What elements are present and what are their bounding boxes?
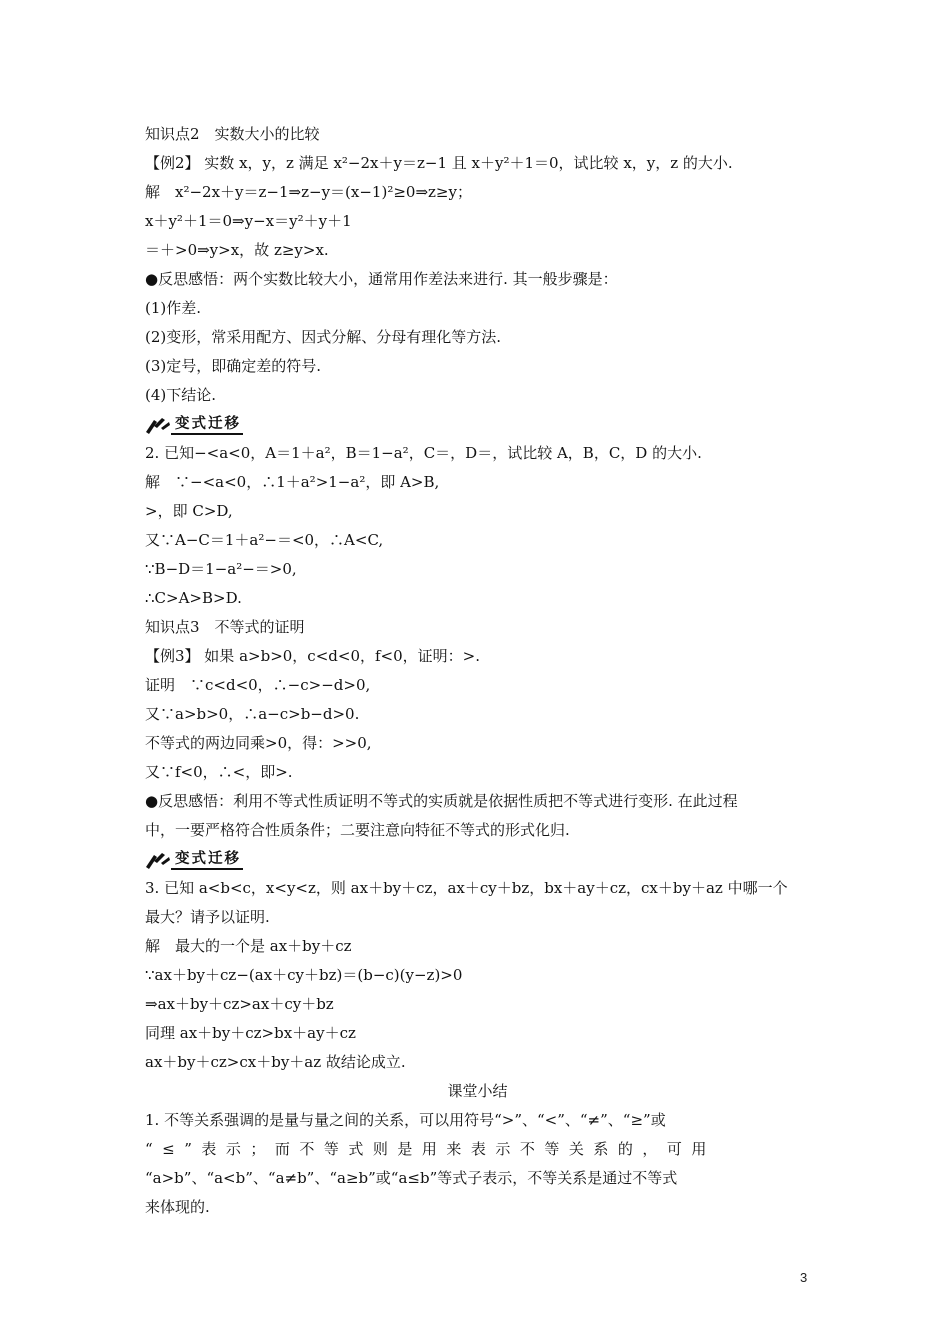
variant-3-solution-line: 解 最大的一个是 ax＋by＋cz xyxy=(145,937,352,955)
page-content xyxy=(145,120,810,1222)
reflection-2-line: ●反思感悟：利用不等式性质证明不等式的实质就是依据性质把不等式进行变形. 在此过程 xyxy=(145,792,738,810)
variant-3-question: 3. 已知 a<b<c，x<y<z，则 ax＋by＋cz，ax＋cy＋bz，bx＋ay＋cz，cx＋by＋az 中哪一个 xyxy=(145,879,788,897)
reflection-2-line: 中，一要严格符合性质条件；二要注意向特征不等式的形式化归. xyxy=(145,821,570,839)
example-2-solution-line: 解 x²−2x＋y＝z−1⇒z−y＝(x−1)²≥0⇒z≥y； xyxy=(145,183,472,201)
variant-2-solution-line: ∵B−D＝1−a²−＝>0, xyxy=(145,560,297,578)
summary-line: “≤”表示；而不等式则是用来表示不等关系的，可用 xyxy=(145,1140,716,1158)
summary-line: “a>b”、“a<b”、“a≠b”、“a≥b”或“a≤b”等式子表示，不等关系是通过不等式 xyxy=(145,1169,678,1187)
pencil-arrow-icon xyxy=(145,416,171,434)
example-3-proof-line: 又∵f<0，∴<，即>. xyxy=(145,763,293,781)
reflection-1-heading: ●反思感悟：两个实数比较大小，通常用作差法来进行. 其一般步骤是： xyxy=(145,270,618,288)
reflection-1-step: (2)变形，常采用配方、因式分解、分母有理化等方法. xyxy=(145,328,502,346)
pencil-arrow-icon xyxy=(145,851,171,869)
variant-badge-2 xyxy=(145,845,810,874)
example-3-question: 【例3】 如果 a>b>0，c<d<0，f<0，证明：>. xyxy=(145,647,480,665)
example-3-proof-line: 不等式的两边同乘>0，得：>>0, xyxy=(145,734,372,752)
example-3-proof-line: 又∵a>b>0，∴a−c>b−d>0. xyxy=(145,705,360,723)
reflection-1-step: (3)定号，即确定差的符号. xyxy=(145,357,322,375)
summary-line: 1. 不等关系强调的是量与量之间的关系，可以用符号“>”、“<”、“≠”、“≥”或 xyxy=(145,1111,666,1129)
variant-3-solution-line: 同理 ax＋by＋cz>bx＋ay＋cz xyxy=(145,1024,356,1042)
variant-3-question: 最大？请予以证明. xyxy=(145,908,270,926)
example-2-solution-line: ＝＋>0⇒y>x，故 z≥y>x. xyxy=(145,241,329,259)
variant-3-solution-line: ax＋by＋cz>cx＋by＋az 故结论成立. xyxy=(145,1053,406,1071)
summary-line: 来体现的. xyxy=(145,1198,210,1216)
variant-badge-1 xyxy=(145,410,810,439)
variant-2-solution-line: >，即 C>D, xyxy=(145,502,233,520)
summary-title: 课堂小结 xyxy=(447,1082,508,1100)
variant-label: 变式迁移 xyxy=(171,850,243,870)
example-2-question: 【例2】 实数 x，y，z 满足 x²−2x＋y＝z−1 且 x＋y²＋1＝0，试比较 x，y，z 的大小. xyxy=(145,154,733,172)
variant-label: 变式迁移 xyxy=(171,415,243,435)
variant-2-solution-line: ∴C>A>B>D. xyxy=(145,589,242,607)
variant-2-solution-line: 解 ∵−<a<0，∴1＋a²>1−a²，即 A>B, xyxy=(145,473,440,491)
example-3-proof-line: 证明 ∵c<d<0，∴−c>−d>0, xyxy=(145,676,371,694)
knowledge-point-3-title: 知识点3 不等式的证明 xyxy=(145,618,305,636)
page-number: 3 xyxy=(800,1270,808,1285)
reflection-1-step: (1)作差. xyxy=(145,299,202,317)
variant-2-question: 2. 已知−<a<0，A＝1＋a²，B＝1−a²，C＝，D＝，试比较 A，B，C，D 的大小. xyxy=(145,444,702,462)
example-2-solution-line: x＋y²＋1＝0⇒y−x＝y²＋y＋1 xyxy=(145,212,352,230)
variant-3-solution-line: ⇒ax＋by＋cz>ax＋cy＋bz xyxy=(145,995,334,1013)
variant-3-solution-line: ∵ax＋by＋cz−(ax＋cy＋bz)＝(b−c)(y−z)>0 xyxy=(145,966,463,984)
variant-2-solution-line: 又∵A−C＝1＋a²−＝<0，∴A<C, xyxy=(145,531,384,549)
reflection-1-step: (4)下结论. xyxy=(145,386,217,404)
knowledge-point-2-title: 知识点2 实数大小的比较 xyxy=(145,125,320,143)
